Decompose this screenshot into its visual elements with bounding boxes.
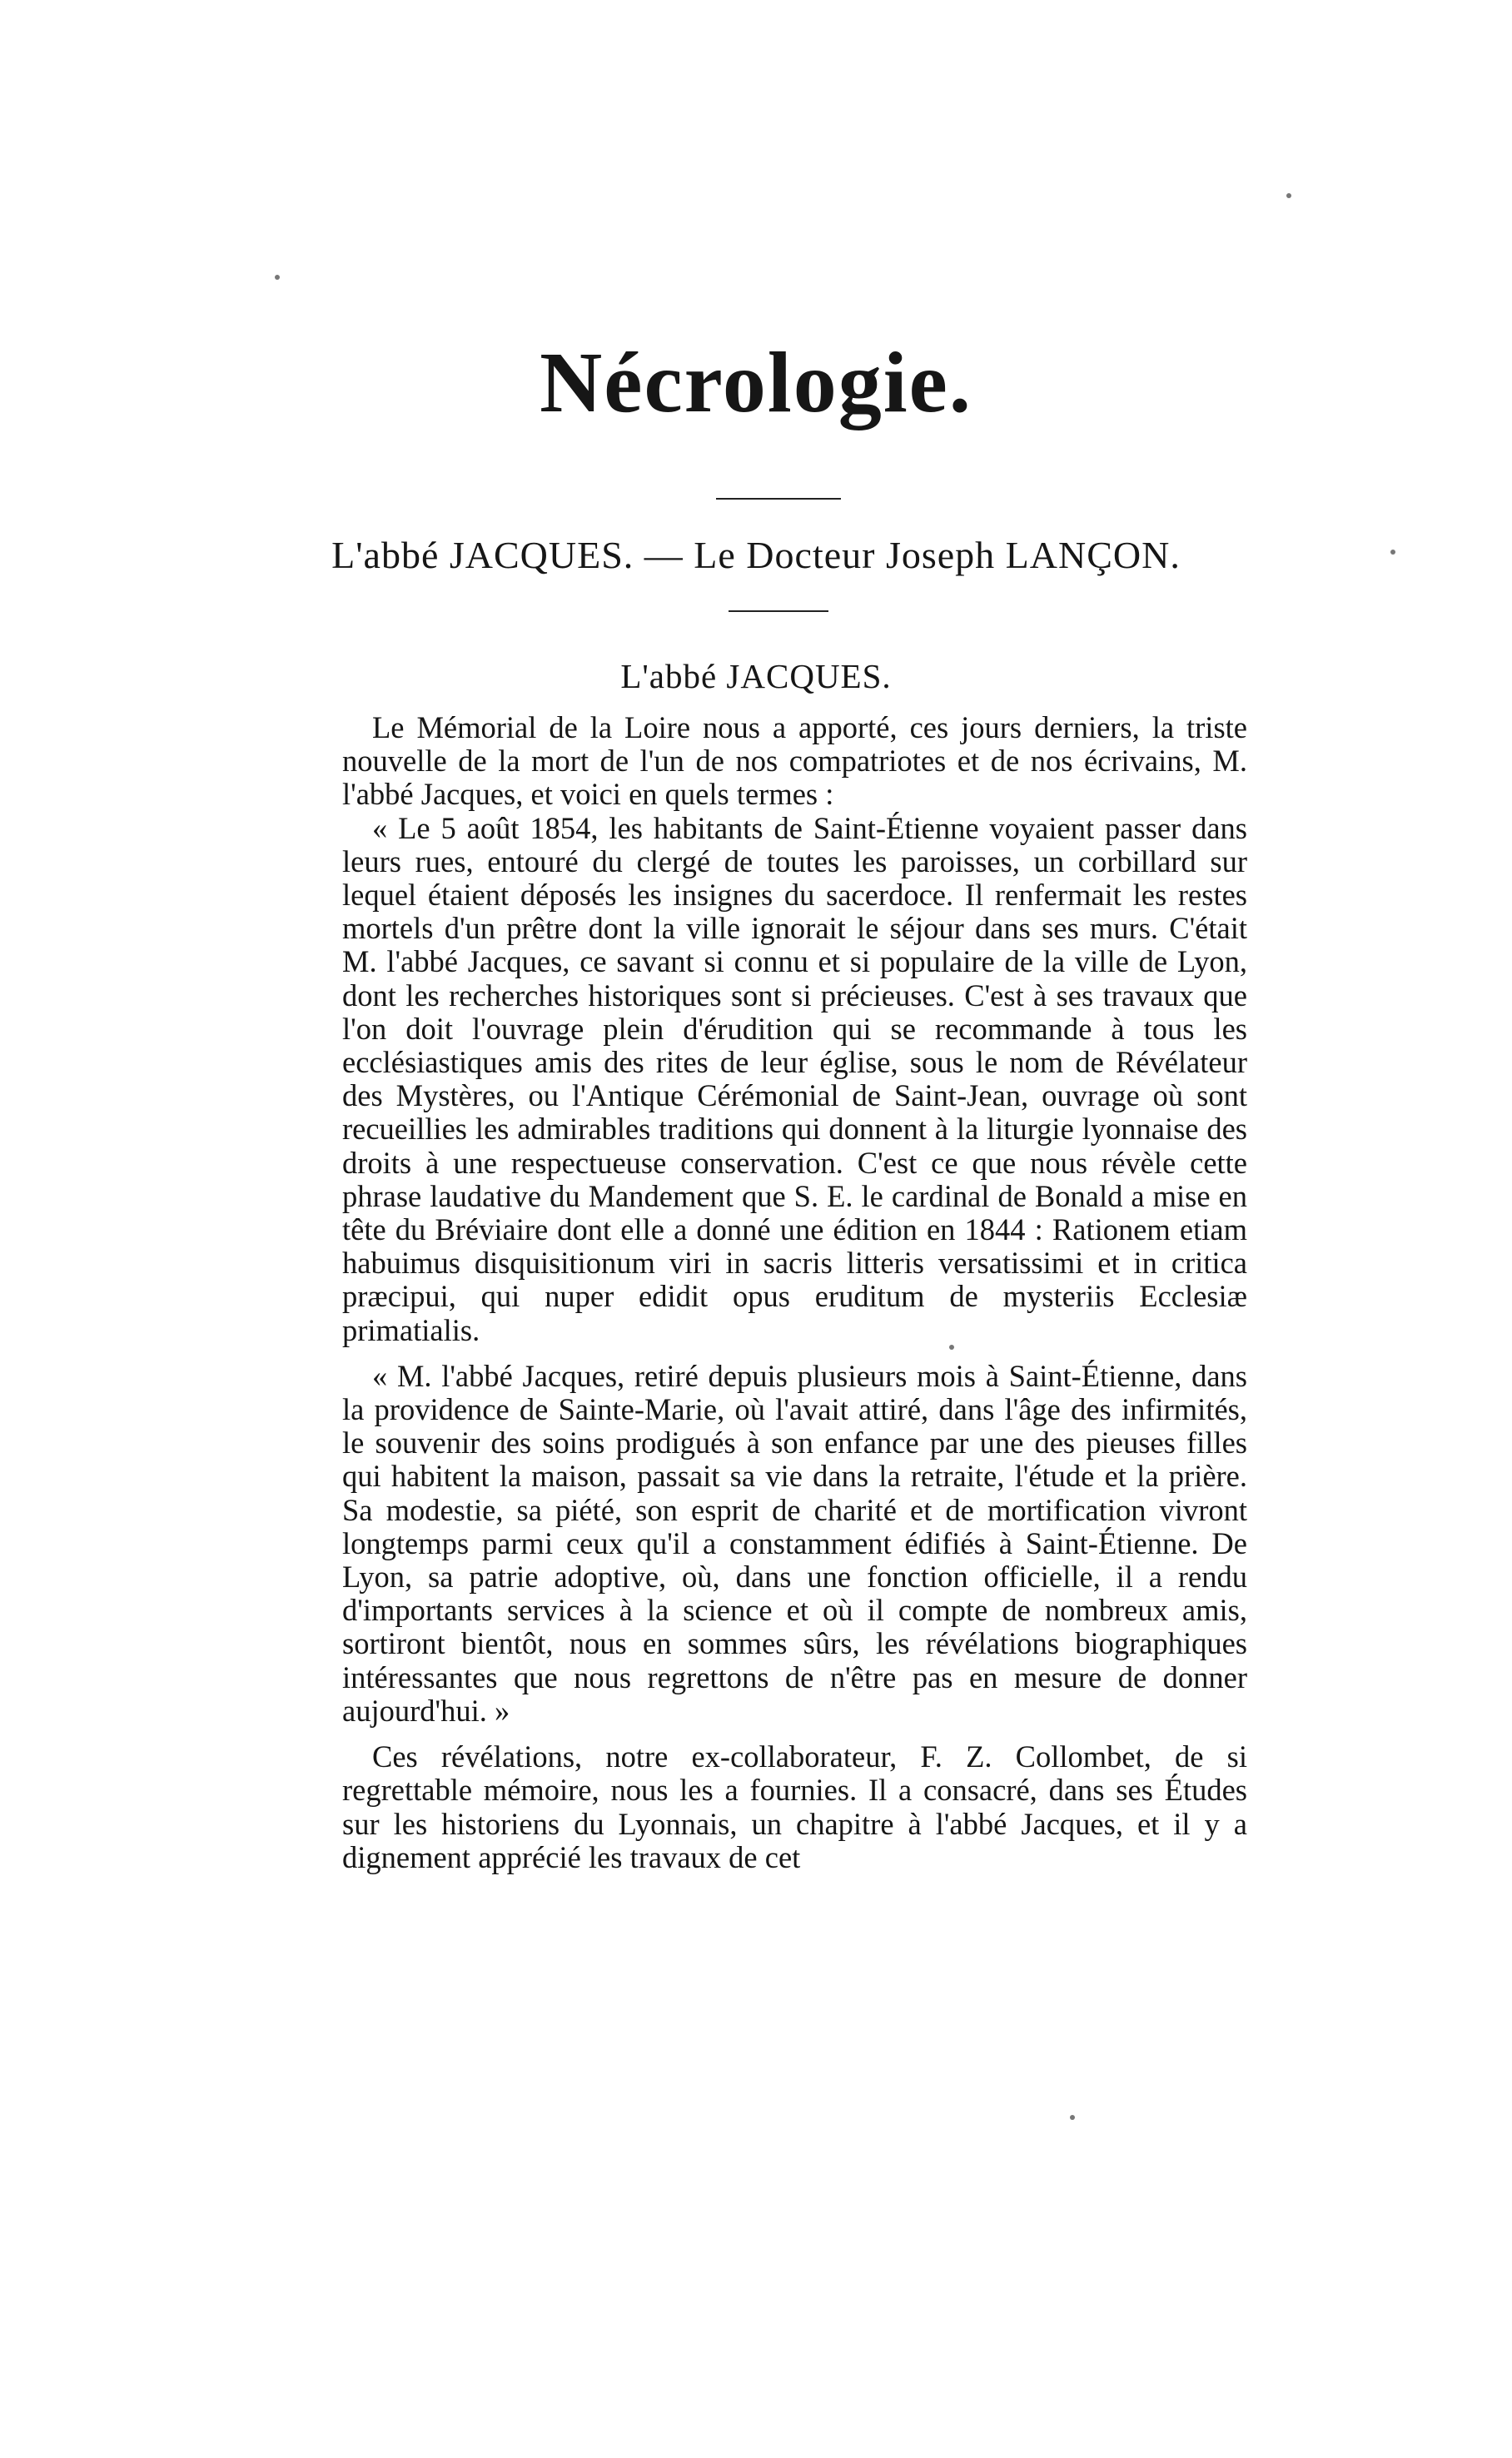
paragraph-gap (342, 1347, 1247, 1360)
ink-speck (1070, 2115, 1075, 2120)
page-title: Nécrologie. (540, 335, 972, 430)
divider-bottom (729, 610, 828, 612)
names-subtitle: L'abbé JACQUES. — Le Docteur Joseph LANÇON. (331, 534, 1181, 576)
paragraph: « M. l'abbé Jacques, retiré depuis plusieurs mois à Saint-Étienne, dans la providence de Sainte-Marie, où l'avait attiré, dans l'âge des infirmités, le souvenir des soins prodigués à son enfance par une des pieuses filles qui habitent la maison, passait sa vie dans la retraite, l'étude et la prière. Sa modestie, sa piété, son esprit de charité et de mortification vivront longtemps parmi ceux qu'il a constamment édifiés à Saint-Étienne. De Lyon, sa patrie adoptive, où, dans une fonction officielle, il a rendu d'importants services à la science et où il compte de nombreux amis, sortiront bientôt, nous en sommes sûrs, les révélations biographiques intéressantes que nous regrettons de n'être pas en mesure de donner aujourd'hui. » (342, 1358, 1247, 1728)
ink-speck (949, 1345, 954, 1350)
ink-speck (275, 275, 280, 280)
section-heading: L'abbé JACQUES. (620, 657, 892, 695)
paragraph-gap (342, 1728, 1247, 1740)
paragraph: Ces révélations, notre ex-collaborateur, F. Z. Collombet, de si regrettable mémoire, nous les a fournies. Il a consacré, dans ses Études sur les historiens du Lyonnais, un chapitre à l'abbé Jacques, et il y a dignement apprécié les travaux de cet (342, 1739, 1247, 1874)
ink-speck (1390, 550, 1395, 555)
divider-top (716, 498, 841, 500)
ink-speck (1286, 193, 1291, 198)
paragraph: Le Mémorial de la Loire nous a apporté, ces jours derniers, la triste nouvelle de la mort de l'un de nos compatriotes et de nos écrivains, M. l'abbé Jacques, et voici en quels termes : (342, 710, 1247, 812)
article-body (342, 711, 1247, 1874)
paragraph: « Le 5 août 1854, les habitants de Saint-Étienne voyaient passer dans leurs rues, entouré du clergé de toutes les paroisses, un corbillard sur lequel étaient déposés les insignes du sacerdoce. Il renfermait les restes mortels d'un prêtre dont la ville ignorait le séjour dans ses murs. C'était M. l'abbé Jacques, ce savant si connu et si populaire de la ville de Lyon, dont les recherches historiques sont si précieuses. C'est à ses travaux que l'on doit l'ouvrage plein d'érudition qui se recommande à tous les ecclésiastiques amis des rites de leur église, sous le nom de Révélateur des Mystères, ou l'Antique Cérémonial de Saint-Jean, ouvrage où sont recueillies les admirables traditions qui donnent à la liturgie lyonnaise des droits à une respectueuse conservation. C'est ce que nous révèle cette phrase laudative du Mandement que S. E. le cardinal de Bonald a mise en tête du Bréviaire dont elle a donné une édition en 1844 : Rationem etiam habuimus disquisitionum viri in sacris litteris versatissimi et in critica præcipui, qui nuper edidit opus eruditum de mysteriis Ecclesiæ primatialis. (342, 810, 1247, 1347)
